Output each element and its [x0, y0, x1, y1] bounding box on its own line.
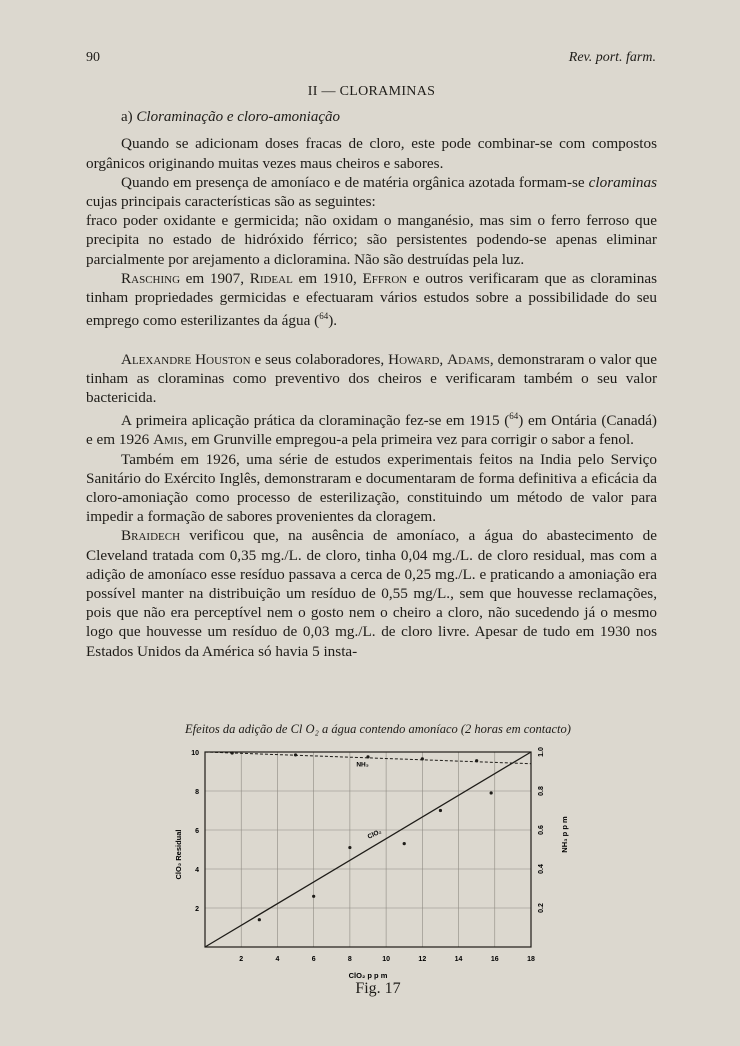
- y-tick-label-left: 4: [195, 867, 199, 874]
- author-name: Howard: [388, 350, 440, 368]
- x-tick-label: 18: [527, 956, 535, 963]
- x-tick-label: 16: [490, 956, 499, 963]
- paragraph: Alexandre Houston e seus colaboradores, Howard, Adams, demonstraram o valor que tinham as cloraminas como preventivo dos cheiros e verificaram também o seu valor bactericida.: [86, 350, 657, 406]
- subsection-heading: [121, 108, 657, 127]
- paragraph: Rasching em 1907, Rideal em 1910, Effron e outros verificaram que as cloraminas tinham propriedades germicidas e efectuaram vários estudos sobre a possibilidade do seu emprego como esterilizantes da água ($^{64}$).: [86, 269, 657, 330]
- series-label: ClO₂: [366, 828, 383, 841]
- x-tick-label: 8: [347, 956, 352, 963]
- y-tick-label-left: 6: [195, 828, 199, 835]
- y-tick-label-left: 10: [191, 750, 199, 757]
- reference-number: 64: [509, 411, 519, 422]
- data-point: [312, 895, 315, 898]
- y-axis-label-right: NH₃ p p m: [560, 816, 569, 853]
- subsection-title: Cloraminação e cloro-amoniação: [136, 109, 340, 126]
- data-point: [258, 918, 261, 921]
- figure-caption: Efeitos da adição de Cl O₂ a água contendo amoníaco (2 horas em contacto): [185, 722, 571, 736]
- page-number: 90: [86, 50, 100, 65]
- data-point: [490, 791, 493, 794]
- section-title: II — CLORAMINAS: [307, 84, 436, 99]
- paragraph: Quando em presença de amoníaco e de matéria orgânica azotada formam-se cloraminas cujas principais características são as seguintes:: [86, 173, 657, 211]
- author-name: Braidech: [121, 527, 181, 545]
- chart: [108, 742, 648, 992]
- paragraph: A primeira aplicação prática da cloraminação fez-se em 1915 ($^{64}$) em Ontária (Canadá) e em 1926 Amis, em Grunville empregou-a pela primeira vez para corrigir o sabor a fenol.: [86, 411, 657, 449]
- author-name: Adams: [447, 350, 490, 368]
- y-tick-label-right: 0.8: [538, 786, 545, 796]
- author-name: Rasching: [121, 269, 181, 287]
- paragraph: Também em 1926, uma série de estudos experimentais feitos na India pelo Serviço Sanitário do Exército Inglês, demonstraram e documentaram de forma definitiva a eficácia da cloro-amoniação como processo de esterilização, constituindo um método de valor para impedir a formação de sabores provenientes da cloragem.: [86, 450, 657, 526]
- reference-number: 64: [319, 311, 329, 322]
- y-tick-label-right: 0.6: [538, 825, 545, 835]
- article-body: [86, 82, 657, 661]
- author-name: Effron: [362, 269, 408, 287]
- subsection-letter: a): [121, 109, 133, 126]
- figure: [108, 722, 648, 1022]
- data-point: [421, 757, 424, 760]
- y-tick-label-left: 2: [195, 906, 199, 913]
- paragraph: Quando se adicionam doses fracas de cloro, este pode combinar-se com compostos orgânicos originando muitas vezes maus cheiros e sabores.: [86, 135, 657, 172]
- paragraph: Braidech verificou que, na ausência de amoníaco, a água do abastecimento de Cleveland tratada com 0,35 mg./L. de cloro, tinha 0,04 mg./L. de cloro residual, mas com a adição de amoníaco esse resíduo passava a cerca de 0,25 mg./L. e praticando a amoniação era possível manter na distribuição um resíduo de 0,55 mg/L., sem que houvesse reclamações, pois que não era perceptível nem o gosto nem o cheiro a cloro, não sucedendo já o mesmo logo que houvesse um resíduo de 0,03 mg./L. de cloro livre. Apesar de tudo em 1930 nos Estados Unidos da América só havia 5 insta-: [86, 527, 657, 660]
- author-name: Alexandre Houston: [121, 350, 251, 368]
- figure-label: Fig. 17: [355, 980, 401, 997]
- author-name: Amis: [153, 431, 184, 449]
- data-point: [475, 759, 478, 762]
- y-axis-label-left: ClO₂ Residual: [174, 829, 183, 880]
- x-axis-label: ClO₂ p p m: [348, 971, 388, 980]
- y-tick-label-right: 0.4: [538, 864, 545, 874]
- paragraph: fraco poder oxidante e germicida; não oxidam o manganésio, mas sim o ferro ferroso que precipita no estado de hidróxido férrico; são persistentes podendo-se apenas eliminar parcialmente por arejamento a dicloramina. Não são destruídas pela luz.: [86, 212, 657, 268]
- data-point: [439, 809, 442, 812]
- data-point: [231, 751, 234, 754]
- journal-name: Rev. port. farm.: [568, 50, 656, 65]
- y-tick-label-right: 0.2: [538, 903, 545, 913]
- x-tick-label: 14: [454, 956, 463, 963]
- x-tick-label: 6: [311, 956, 316, 963]
- series-line: [205, 752, 531, 947]
- x-tick-label: 10: [382, 956, 391, 963]
- emphasis: cloraminas: [588, 173, 657, 191]
- y-tick-label-left: 8: [195, 789, 199, 796]
- data-point: [294, 753, 297, 756]
- x-tick-label: 4: [275, 956, 280, 963]
- running-header: [86, 50, 656, 70]
- author-name: Rideal: [249, 269, 293, 287]
- x-tick-label: 12: [418, 956, 427, 963]
- x-tick-label: 2: [239, 956, 244, 963]
- data-point: [348, 846, 351, 849]
- data-point: [366, 755, 369, 758]
- y-tick-label-right: 1.0: [538, 747, 545, 757]
- data-point: [403, 842, 406, 845]
- series-label: NH₃: [356, 761, 369, 769]
